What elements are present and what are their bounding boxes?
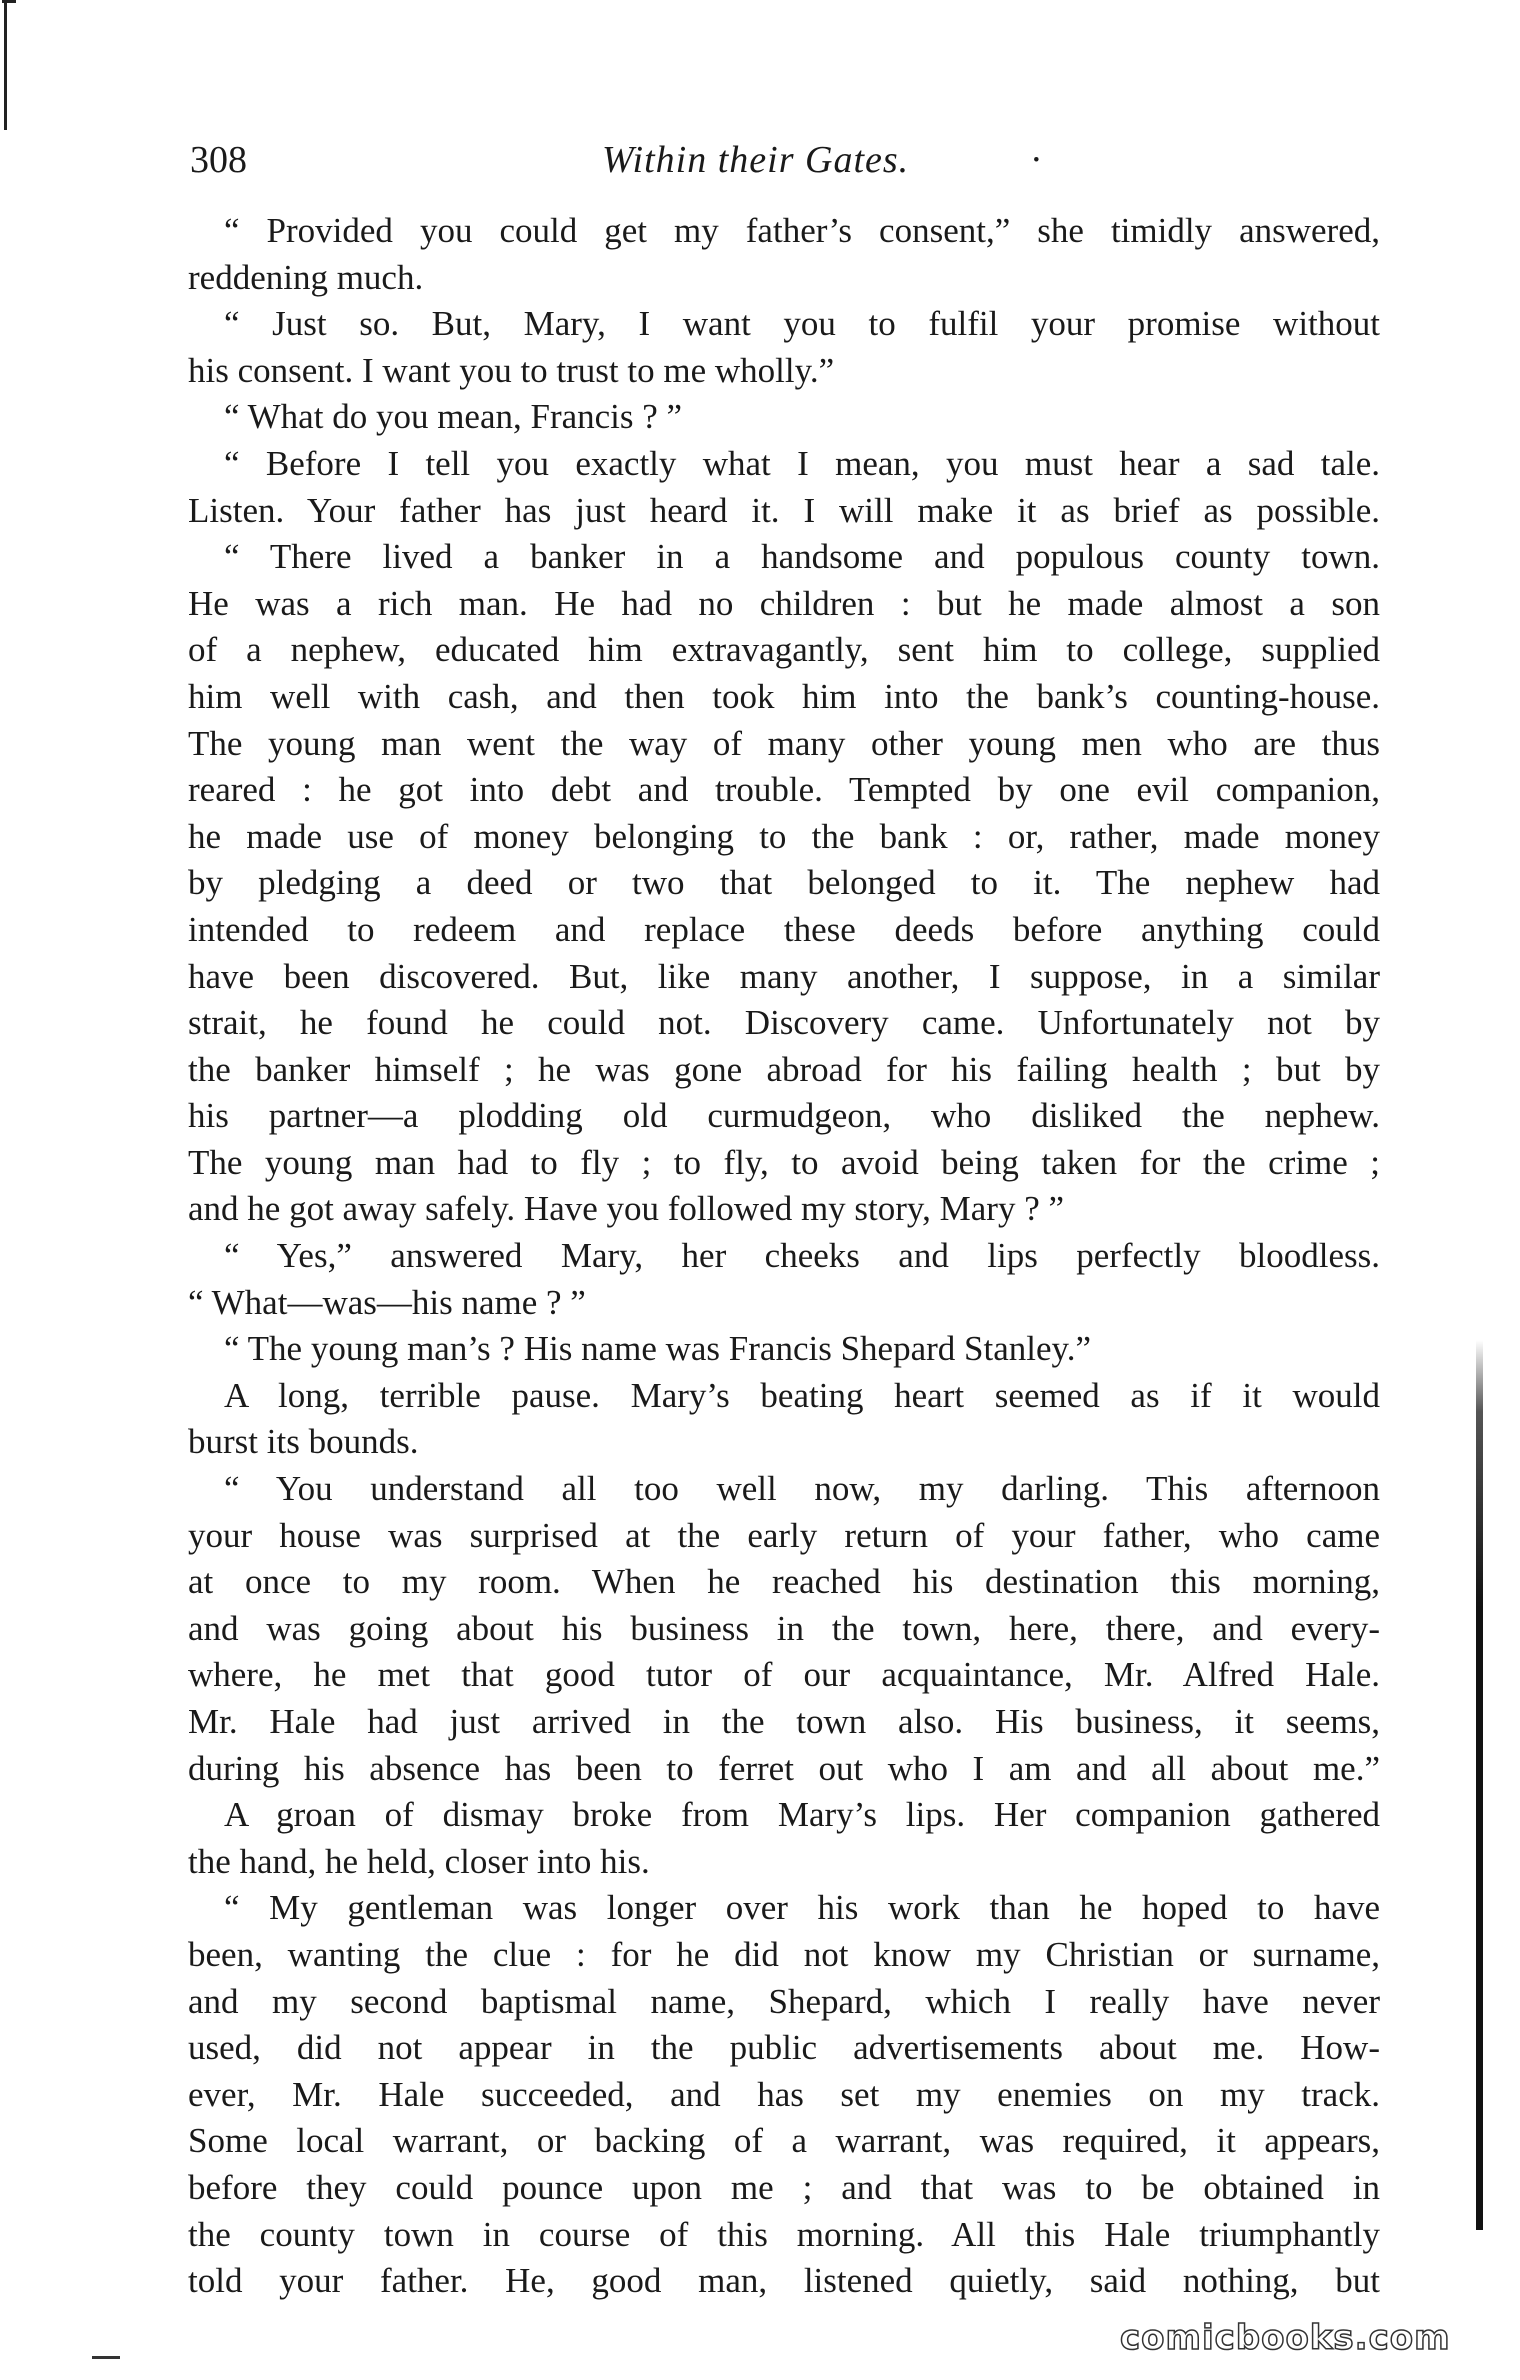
text-line: reddening much.: [188, 257, 424, 297]
text-line: his partner—a plodding old curmudgeon, who disliked the nephew.: [188, 1096, 1380, 1136]
text-line: “ Yes,” answered Mary, her cheeks and lips perfectly bloodless.: [224, 1236, 1380, 1276]
text-line: during his absence has been to ferret out who I am and all about me.”: [188, 1748, 1380, 1788]
text-line: the hand, he held, closer into his.: [188, 1841, 650, 1881]
text-line: intended to redeem and replace these deeds before anything could: [188, 909, 1380, 949]
text-line: he made use of money belonging to the bank : or, rather, made money: [188, 816, 1380, 856]
text-line: A groan of dismay broke from Mary’s lips. Her companion gathered: [224, 1795, 1380, 1835]
text-line: Mr. Hale had just arrived in the town also. His business, it seems,: [188, 1702, 1380, 1741]
text-line: reared : he got into debt and trouble. Tempted by one evil companion,: [188, 770, 1380, 810]
text-line: “ My gentleman was longer over his work than he hoped to have: [224, 1888, 1380, 1928]
page-edge-rule: [4, 0, 7, 130]
text-line: used, did not appear in the public advertisements about me. How-: [188, 2028, 1380, 2068]
page-edge-tick: [2, 0, 16, 3]
page-number: 308: [190, 139, 247, 181]
running-head-dot: ·: [1030, 139, 1043, 181]
text-line: “ What do you mean, Francis ? ”: [224, 397, 683, 437]
text-line: “ Provided you could get my father’s consent,” she timidly answered,: [224, 211, 1380, 250]
text-line: “ What—was—his name ? ”: [188, 1282, 586, 1322]
running-head: [190, 138, 1390, 198]
text-line: burst its bounds.: [188, 1422, 419, 1462]
text-line: him well with cash, and then took him into the bank’s counting-house.: [188, 676, 1380, 716]
text-line: Listen. Your father has just heard it. I will make it as brief as possible.: [188, 490, 1380, 530]
text-line: strait, he found he could not. Discovery came. Unfortunately not by: [188, 1003, 1380, 1043]
text-line: The young man went the way of many other young men who are thus: [188, 723, 1380, 763]
text-line: The young man had to fly ; to fly, to avoid being taken for the crime ;: [188, 1142, 1380, 1182]
text-line: the banker himself ; he was gone abroad for his failing health ; but by: [188, 1049, 1380, 1089]
watermark-logo: comicbooks.com: [1120, 2318, 1451, 2358]
text-line: and he got away safely. Have you followed my story, Mary ? ”: [188, 1189, 1065, 1229]
text-line: Some local warrant, or backing of a warrant, was required, it appears,: [188, 2121, 1380, 2161]
text-line: the county town in course of this morning. All this Hale triumphantly: [188, 2214, 1380, 2254]
text-line: “ Before I tell you exactly what I mean, you must hear a sad tale.: [224, 443, 1380, 483]
text-line: “ There lived a banker in a handsome and populous county town.: [224, 537, 1380, 577]
body-text: [188, 208, 1380, 2305]
text-line: your house was surprised at the early return of your father, who came: [188, 1515, 1380, 1555]
text-line: where, he met that good tutor of our acquaintance, Mr. Alfred Hale.: [188, 1655, 1380, 1695]
text-line: A long, terrible pause. Mary’s beating heart seemed as if it would: [224, 1375, 1380, 1415]
text-line: ever, Mr. Hale succeeded, and has set my enemies on my track.: [188, 2074, 1380, 2114]
text-line: “ The young man’s ? His name was Francis Shepard Stanley.”: [224, 1329, 1092, 1369]
text-line: been, wanting the clue : for he did not know my Christian or surname,: [188, 1934, 1380, 1974]
text-line: told your father. He, good man, listened quietly, said nothing, but: [188, 2261, 1380, 2301]
text-line: have been discovered. But, like many another, I suppose, in a similar: [188, 956, 1380, 996]
text-line: and was going about his business in the town, here, there, and every-: [188, 1608, 1380, 1648]
text-line: He was a rich man. He had no children : but he made almost a son: [188, 583, 1380, 623]
text-line: by pledging a deed or two that belonged to it. The nephew had: [188, 863, 1380, 903]
text-line: before they could pounce upon me ; and that was to be obtained in: [188, 2167, 1380, 2207]
text-line: at once to my room. When he reached his destination this morning,: [188, 1562, 1380, 1602]
text-line: “ You understand all too well now, my darling. This afternoon: [224, 1469, 1380, 1509]
page-binding-shadow: [1476, 1340, 1483, 2230]
text-line: and my second baptismal name, Shepard, which I really have never: [188, 1981, 1380, 2021]
text-line: of a nephew, educated him extravagantly, sent him to college, supplied: [188, 630, 1380, 670]
page-corner-mark: [92, 2356, 120, 2359]
text-line: his consent. I want you to trust to me wholly.”: [188, 350, 835, 390]
running-title: Within their Gates.: [602, 139, 910, 181]
text-line: “ Just so. But, Mary, I want you to fulfil your promise without: [224, 304, 1380, 344]
